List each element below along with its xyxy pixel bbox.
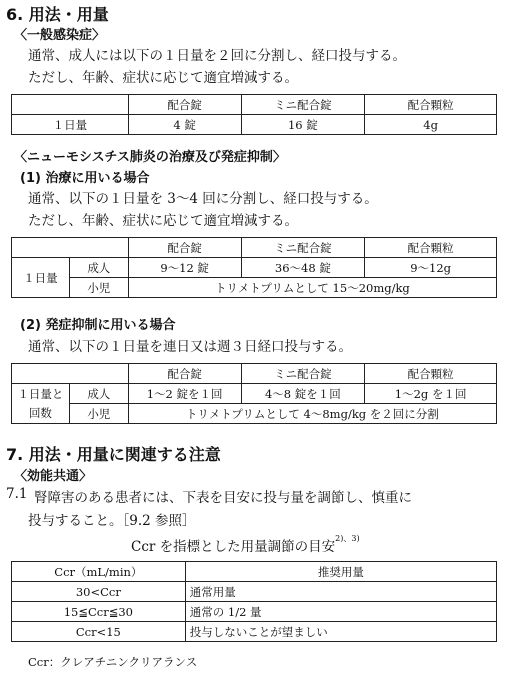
table-cell: 通常用量 [185, 582, 496, 602]
table-row-label [12, 384, 70, 424]
prevention-dosage-text: 通常、以下の１日量を連日又は週３日経口投与する。 [28, 339, 352, 355]
treatment-dosage-text: 通常、以下の１日量を 3〜4 回に分割し、経口投与する。 [28, 191, 378, 207]
treatment-dosage-table [11, 237, 497, 298]
table-caption [131, 535, 360, 555]
item-7-1-text-line1: 腎障害のある患者には、下表を目安に投与量を調節し、慎重に [34, 490, 412, 506]
table-cell: トリメトプリムとして 4〜8mg/kg を２回に分割 [128, 404, 496, 424]
item-7-1-text-line2: 投与すること。［9.2 参照］ [28, 513, 196, 529]
table-cell: 36〜48 錠 [241, 258, 365, 278]
row-label-line2: 回数 [28, 405, 52, 420]
treatment-adjust-text: ただし、年齢、症状に応じて適宜増減する。 [28, 213, 298, 229]
table-header: ミニ配合錠 [241, 364, 365, 384]
table-row-label: 成人 [69, 258, 128, 278]
table-cell: トリメトプリムとして 15〜20mg/kg [128, 278, 496, 298]
prevention-heading: (2) 発症抑制に用いる場合 [20, 318, 176, 333]
table-header: 配合顆粒 [365, 364, 497, 384]
table-header: 配合錠 [128, 364, 241, 384]
general-dosage-table [11, 94, 497, 135]
table-row-label: 小児 [69, 404, 128, 424]
footnote: Ccr：クレアチニンクリアランス [28, 655, 198, 669]
table-row-label: １日量 [12, 258, 70, 298]
table-cell [12, 364, 129, 384]
treatment-heading: (1) 治療に用いる場合 [20, 171, 150, 186]
table-cell: 1〜2 錠を１回 [128, 384, 241, 404]
prevention-dosage-table [11, 363, 497, 424]
table-cell: 16 錠 [241, 115, 365, 135]
table-header: 配合顆粒 [365, 95, 497, 115]
row-label-line1: １日量と [17, 386, 64, 401]
table-cell: 4〜8 錠を１回 [241, 384, 365, 404]
section-7-heading: 7. 用法・用量に関連する注意 [6, 445, 221, 464]
ccr-dosage-table [11, 561, 497, 642]
pcp-subheading: 〈ニューモシスチス肺炎の治療及び発症抑制〉 [14, 150, 286, 165]
table-header: 配合顆粒 [365, 238, 497, 258]
table-header: 推奨用量 [185, 562, 496, 582]
table-row-label: １日量 [12, 115, 129, 135]
item-7-1-number: 7.1 [6, 486, 28, 502]
table-header: Ccr（mL/min） [12, 562, 186, 582]
table-cell: 4 錠 [128, 115, 241, 135]
caption-reference: 2)、3) [335, 534, 360, 543]
table-cell: 30<Ccr [12, 582, 186, 602]
table-row-label: 小児 [69, 278, 128, 298]
table-cell [12, 95, 129, 115]
table-cell: Ccr<15 [12, 622, 186, 642]
table-header: ミニ配合錠 [241, 238, 365, 258]
table-cell: 4g [365, 115, 497, 135]
table-cell: 15≦Ccr≦30 [12, 602, 186, 622]
table-header: 配合錠 [128, 95, 241, 115]
table-header: 配合錠 [128, 238, 241, 258]
table-cell: 投与しないことが望ましい [185, 622, 496, 642]
general-dosage-text: 通常、成人には以下の１日量を２回に分割し、経口投与する。 [28, 48, 406, 64]
table-cell: 1〜2g を１回 [365, 384, 497, 404]
general-adjust-text: ただし、年齢、症状に応じて適宜増減する。 [28, 70, 298, 86]
section-6-heading: 6. 用法・用量 [6, 5, 109, 24]
common-subheading: 〈効能共通〉 [14, 469, 93, 484]
table-cell [12, 238, 129, 258]
table-cell: 9〜12 錠 [128, 258, 241, 278]
general-infection-subheading: 〈一般感染症〉 [14, 28, 106, 43]
table-cell: 通常の 1/2 量 [185, 602, 496, 622]
table-caption-text: Ccr を指標とした用量調節の目安 [131, 539, 336, 555]
table-header: ミニ配合錠 [241, 95, 365, 115]
table-cell: 9〜12g [365, 258, 497, 278]
table-row-label: 成人 [69, 384, 128, 404]
